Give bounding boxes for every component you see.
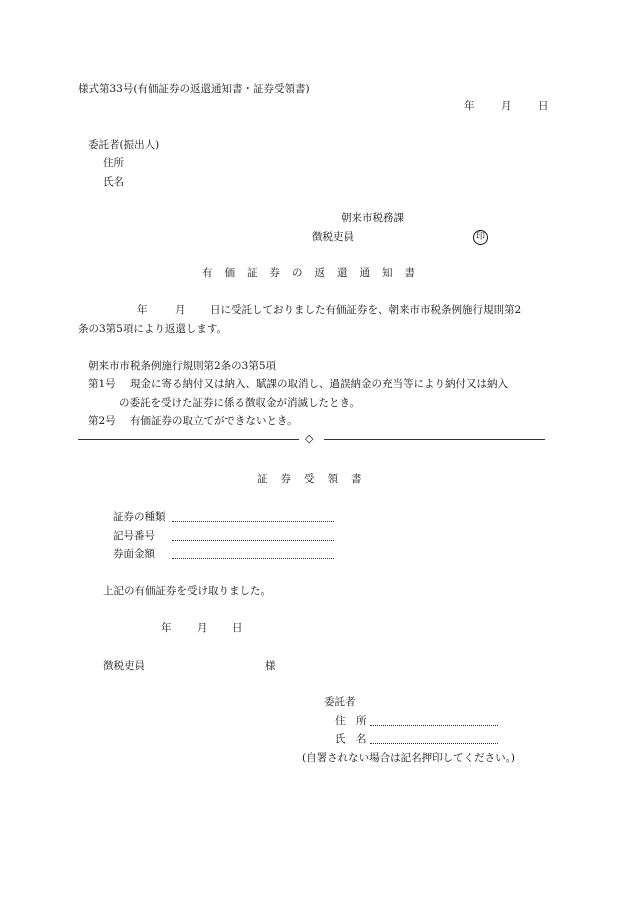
recipient-address-label: 住所	[103, 157, 124, 169]
receipt-consignor: 委託者	[324, 696, 356, 708]
form-number: 様式第33号(有価証券の返還通知書・証券受領書)	[78, 83, 310, 95]
divider-left	[78, 439, 299, 440]
field-type-label: 証券の種類	[113, 511, 166, 523]
sender-official: 徴税吏員	[312, 231, 354, 243]
notice-body-line1: 日に受託しておりました有価証券を、朝来市市税条例施行規則第2	[210, 304, 522, 316]
field-amount-line	[172, 547, 334, 563]
notice-year: 年	[137, 304, 148, 316]
receipt-statement: 上記の有価証券を受け取りました。	[103, 585, 271, 597]
receipt-honorific: 様	[265, 660, 276, 672]
receipt-name-line	[370, 732, 498, 748]
notice-title: 有価証券の返還通知書	[202, 267, 427, 279]
divider-diamond: ◇	[305, 432, 314, 445]
regulation-heading: 朝来市市税条例施行規則第2条の3第5項	[88, 360, 277, 372]
header-date-year: 年	[464, 100, 475, 112]
field-number-line	[172, 529, 334, 545]
item1-line1: 現金に寄る納付又は納入、賦課の取消し、過誤納金の充当等により納付又は納入	[130, 378, 508, 390]
seal-mark: 印	[473, 230, 488, 245]
recipient-name-label: 氏名	[103, 176, 124, 188]
receipt-note: (自署されない場合は記名押印してください。)	[302, 752, 515, 764]
receipt-date-year: 年	[161, 622, 172, 634]
header-date-month: 月	[501, 100, 512, 112]
item1-label: 第1号	[88, 378, 116, 390]
receipt-name-label: 氏 名	[335, 733, 367, 745]
notice-body-line2: 条の3第5項により返還します。	[78, 323, 228, 335]
notice-month: 月	[175, 304, 186, 316]
item1-line2: の委託を受けた証券に係る徴収金が消滅したとき。	[119, 397, 361, 409]
sender-department: 朝来市税務課	[341, 212, 404, 224]
receipt-title: 証券受領書	[257, 473, 375, 485]
field-amount-label: 券面金額	[113, 548, 155, 560]
receipt-date-month: 月	[197, 622, 208, 634]
divider-right	[324, 439, 545, 440]
receipt-official: 徴税吏員	[103, 660, 145, 672]
header-date-day: 日	[538, 100, 549, 112]
receipt-date-day: 日	[232, 622, 243, 634]
field-number-label: 記号番号	[113, 530, 155, 542]
field-type-line	[172, 510, 334, 526]
item2-text: 有価証券の取立てができないとき。	[130, 415, 298, 427]
receipt-address-line	[370, 714, 498, 730]
receipt-address-label: 住 所	[335, 715, 367, 727]
item2-label: 第2号	[88, 415, 116, 427]
recipient-title: 委託者(振出人)	[88, 139, 160, 151]
